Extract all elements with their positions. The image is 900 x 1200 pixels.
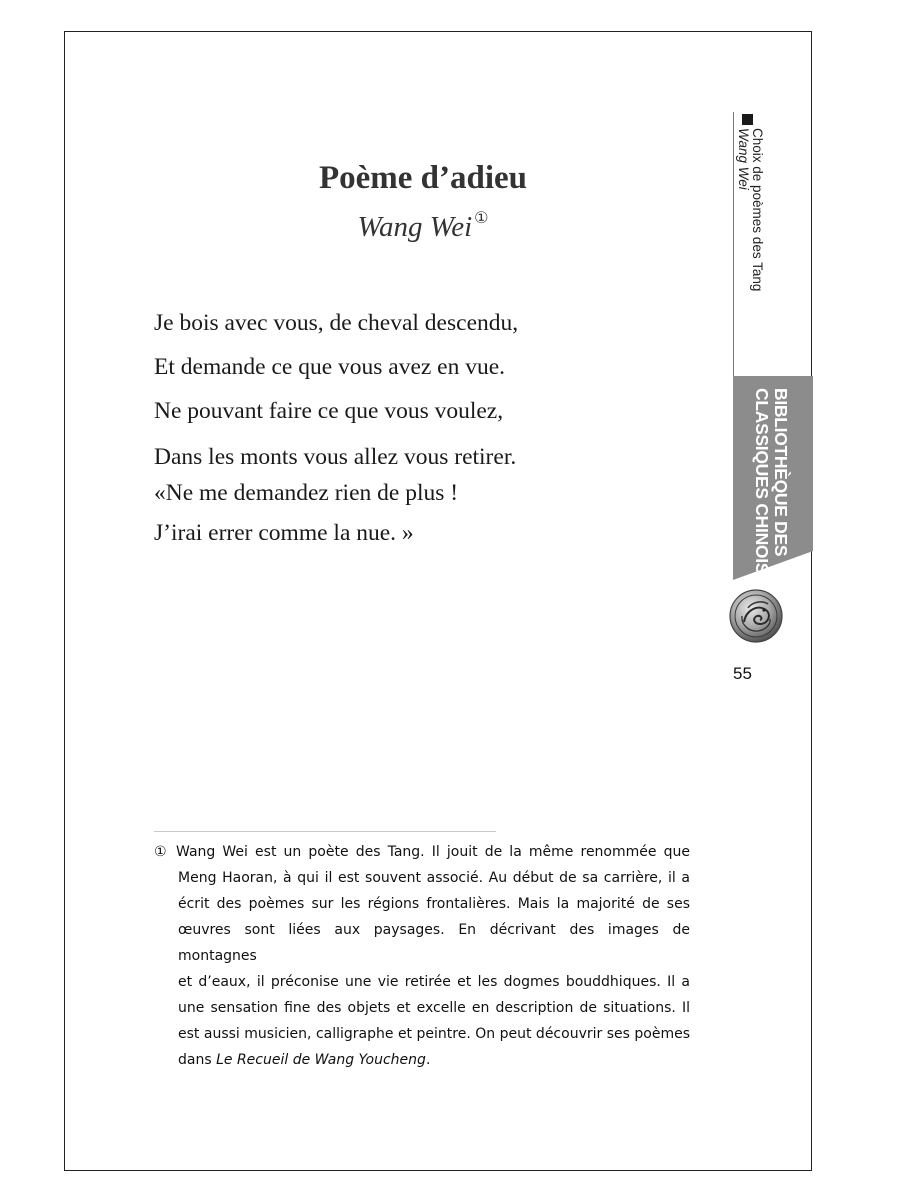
footnote-line: œuvres sont liées aux paysages. En décrivant des images de montagnes — [178, 922, 690, 964]
footnote-line: écrit des poèmes sur les régions frontalières. Mais la majorité de ses — [178, 896, 690, 912]
footnote-divider — [154, 831, 496, 832]
footnote-line: une sensation fine des objets et excelle en description de situations. Il — [178, 1000, 690, 1016]
series-title: Choix de poèmes des Tang — [750, 128, 765, 292]
poem-title: Poème d’adieu — [318, 160, 528, 196]
poem-line: Je bois avec vous, de cheval descendu, — [154, 310, 519, 336]
poem-author — [180, 208, 666, 244]
poem-line: Dans les monts vous allez vous retirer. — [154, 444, 517, 470]
page-number: 55 — [733, 664, 752, 683]
poem-line: Et demande ce que vous avez en vue. — [154, 354, 506, 380]
author-note-marker[interactable]: ① — [474, 210, 489, 227]
collection-band — [733, 376, 813, 580]
collection-line2: CLASSIQUES CHINOIS — [752, 388, 772, 575]
sidebar-divider — [733, 112, 734, 377]
poem-line: Ne pouvant faire ce que vous voulez, — [154, 398, 504, 424]
series-square-icon — [742, 114, 753, 125]
footnote-line — [154, 1047, 690, 1073]
series-label — [735, 128, 769, 368]
collection-line1: BIBLIOTHÈQUE DES — [771, 388, 791, 557]
series-author: Wang Wei — [736, 128, 751, 190]
footnote-text: Wang Wei est un poète des Tang. Il jouit de la même renommée que — [176, 844, 690, 860]
dragon-medallion-icon — [728, 588, 784, 644]
footnote — [154, 839, 690, 1073]
footnote-line: est aussi musicien, calligraphe et peintre. On peut découvrir ses poèmes — [178, 1026, 690, 1042]
footnote-line — [154, 839, 690, 865]
collection-label — [733, 376, 813, 580]
footnote-line: Meng Haoran, à qui il est souvent associé. Au début de sa carrière, il a — [178, 870, 690, 886]
book-title: Le Recueil de Wang Youcheng — [216, 1052, 426, 1068]
poem-line: J’irai errer comme la nue. » — [154, 520, 414, 546]
footnote-text: dans — [178, 1052, 217, 1068]
author-name: Wang Wei — [357, 211, 473, 243]
poem-line: «Ne me demandez rien de plus ! — [154, 480, 459, 506]
footnote-line: et d’eaux, il préconise une vie retirée et les dogmes bouddhiques. Il a — [178, 974, 690, 990]
footnote-marker: ① — [154, 844, 167, 860]
footnote-text: . — [425, 1052, 431, 1068]
